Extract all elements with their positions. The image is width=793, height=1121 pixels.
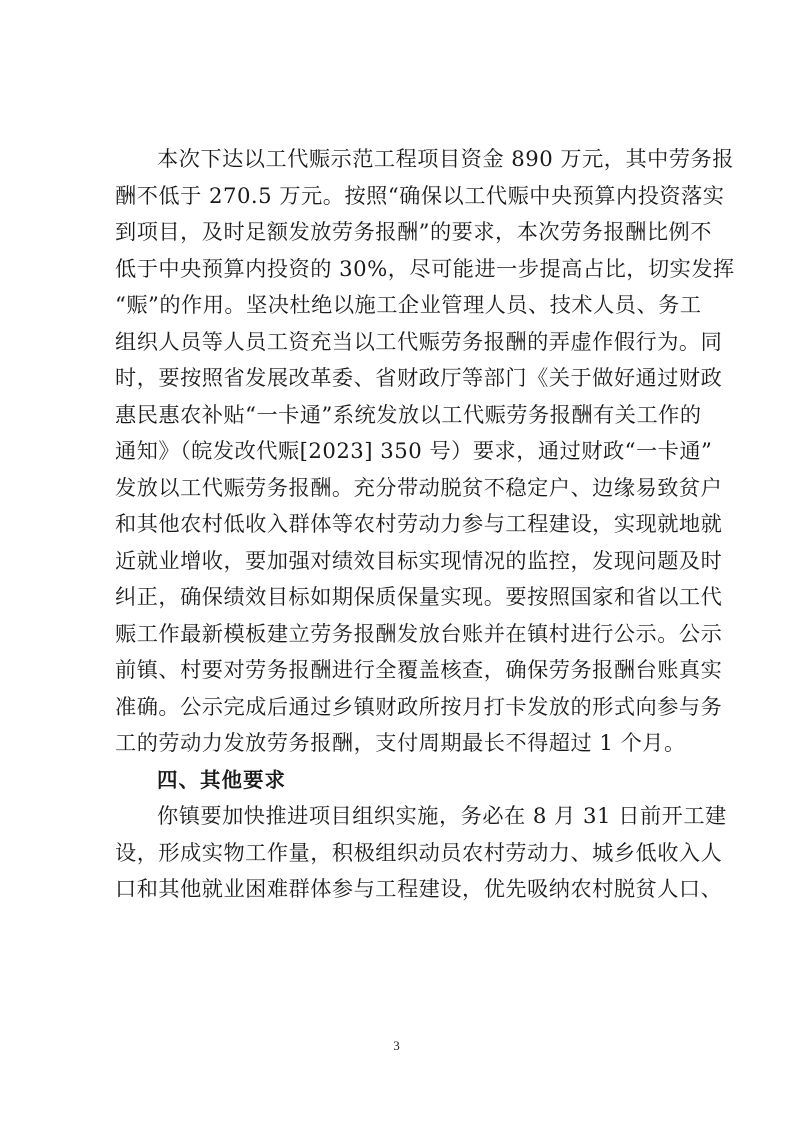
text-line: “赈”的作用。坚决杜绝以施工企业管理人员、技术人员、务工 (115, 292, 702, 317)
text-line: 酬不低于 270.5 万元。按照“确保以工代赈中央预算内投资落实 (115, 182, 725, 208)
text-line: 本次下达以工代赈示范工程项目资金 890 万元，其中劳务报 (157, 146, 734, 171)
section-heading: 四、其他要求 (157, 767, 286, 792)
text-line: 准确。公示完成后通过乡镇财政所按月打卡发放的形式向参与务 (115, 693, 723, 719)
text-line: 组织人员等人员工资充当以工代赈劳务报酬的弄虚作假行为。同 (115, 328, 723, 354)
text-line: 时，要按照省发展改革委、省财政厅等部门《关于做好通过财政 (115, 365, 723, 390)
text-line: 到项目，及时足额发放劳务报酬”的要求，本次劳务报酬比例不 (115, 219, 712, 244)
text-line: 通知》（皖发改代赈[2023] 350 号）要求，通过财政“一卡通” (115, 438, 713, 463)
text-line: 发放以工代赈劳务报酬。充分带动脱贫不稳定户、边缘易致贫户 (115, 474, 723, 500)
text-line: 和其他农村低收入群体等农村劳动力参与工程建设，实现就地就 (115, 511, 723, 536)
text-line: 低于中央预算内投资的 30%，尽可能进一步提高占比，切实发挥 (115, 255, 735, 281)
text-line: 工的劳动力发放劳务报酬，支付周期最长不得超过 1 个月。 (115, 730, 686, 755)
body-text (115, 141, 735, 908)
text-line: 口和其他就业困难群体参与工程建设，优先吸纳农村脱贫人口、 (115, 876, 723, 901)
text-line: 前镇、村要对劳务报酬进行全覆盖核查，确保劳务报酬台账真实 (115, 657, 723, 682)
text-line: 你镇要加快推进项目组织实施，务必在 8 月 31 日前开工建 (157, 803, 727, 828)
paragraph-labor-remuneration (115, 141, 735, 762)
paragraph-other-requirements (115, 798, 727, 908)
text-line: 近就业增收，要加强对绩效目标实现情况的监控，发现问题及时 (115, 547, 723, 573)
text-line: 赈工作最新模板建立劳务报酬发放台账并在镇村进行公示。公示 (115, 620, 723, 646)
text-line: 纠正，确保绩效目标如期保质保量实现。要按照国家和省以工代 (115, 584, 723, 609)
text-line: 惠民惠农补贴“一卡通”系统发放以工代赈劳务报酬有关工作的 (115, 401, 702, 427)
text-line: 设，形成实物工作量，积极组织动员农村劳动力、城乡低收入人 (115, 839, 723, 865)
page-number: 3 (393, 1038, 400, 1053)
